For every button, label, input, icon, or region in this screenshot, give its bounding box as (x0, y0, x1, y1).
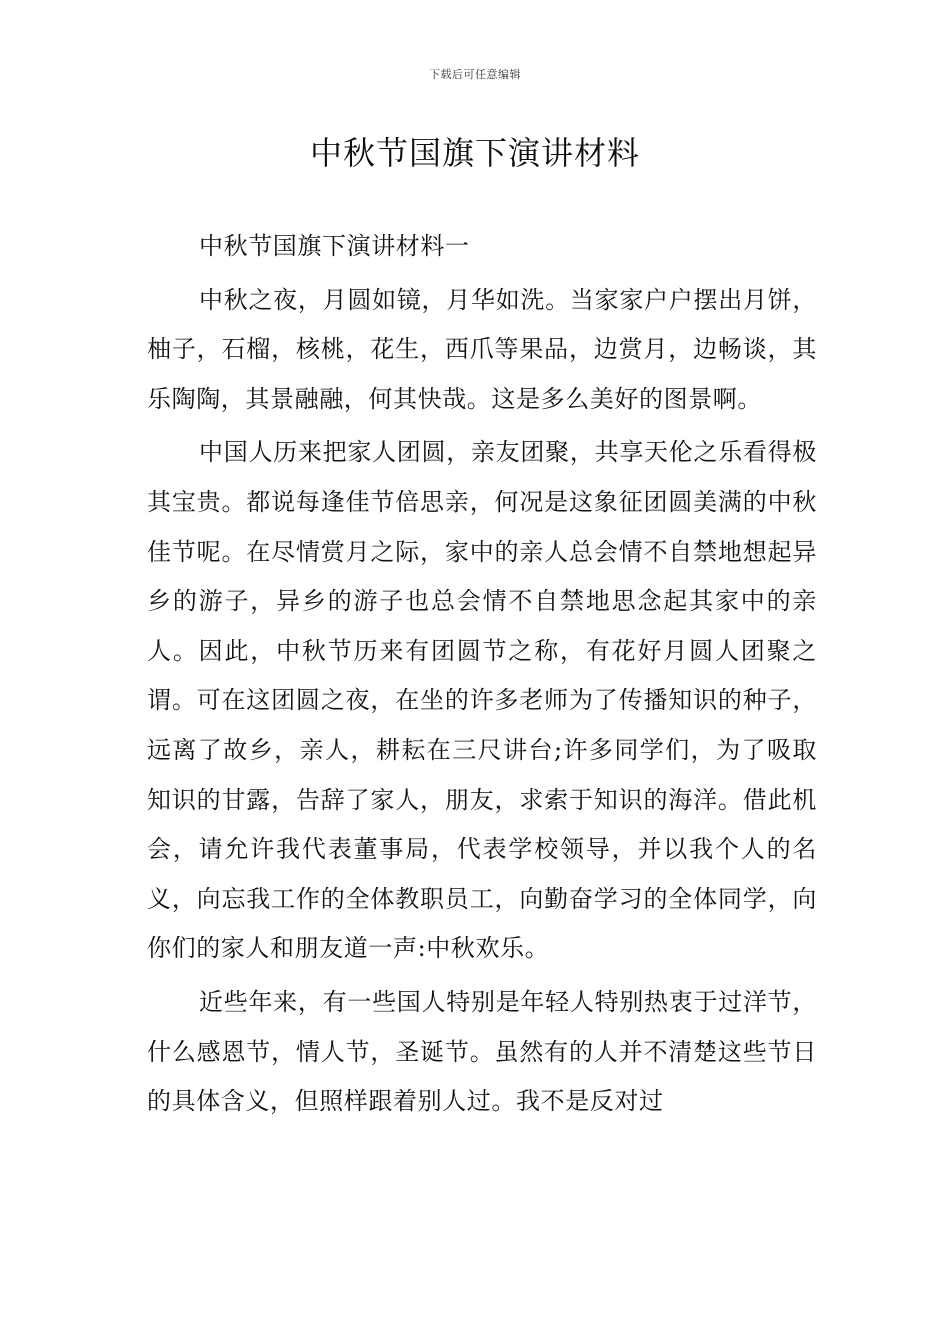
document-body (147, 222, 817, 1131)
paragraph-2: 中国人历来把家人团圆，亲友团聚，共享天伦之乐看得极其宝贵。都说每逢佳节倍思亲，何况是这象征团圆美满的中秋佳节呢。在尽情赏月之际，家中的亲人总会情不自禁地想起异乡的游子，异乡的游子也总会情不自禁地思念起其家中的亲人。因此，中秋节历来有团圆节之称，有花好月圆人团聚之谓。可在这团圆之夜，在坐的许多老师为了传播知识的种子，远离了故乡，亲人，耕耘在三尺讲台;许多同学们，为了吸取知识的甘露，告辞了家人，朋友，求索于知识的海洋。借此机会，请允许我代表董事局，代表学校领导，并以我个人的名义，向忘我工作的全体教职员工，向勤奋学习的全体同学，向你们的家人和朋友道一声:中秋欢乐。 (147, 438, 817, 963)
paragraph-1: 中秋之夜，月圆如镜，月华如洗。当家家户户摆出月饼，柚子，石榴，核桃，花生，西爪等果品，边赏月，边畅谈，其乐陶陶，其景融融，何其快哉。这是多么美好的图景啊。 (147, 285, 817, 413)
document-title: 中秋节国旗下演讲材料 (309, 134, 640, 172)
header-note: 下载后可任意编辑 (429, 68, 521, 81)
section-subheading: 中秋节国旗下演讲材料一 (199, 232, 470, 260)
paragraph-3: 近些年来，有一些国人特别是年轻人特别热衷于过洋节，什么感恩节，情人节，圣诞节。虽然有的人并不清楚这些节日的具体含义，但照样跟着别人过。我不是反对过 (147, 987, 817, 1116)
